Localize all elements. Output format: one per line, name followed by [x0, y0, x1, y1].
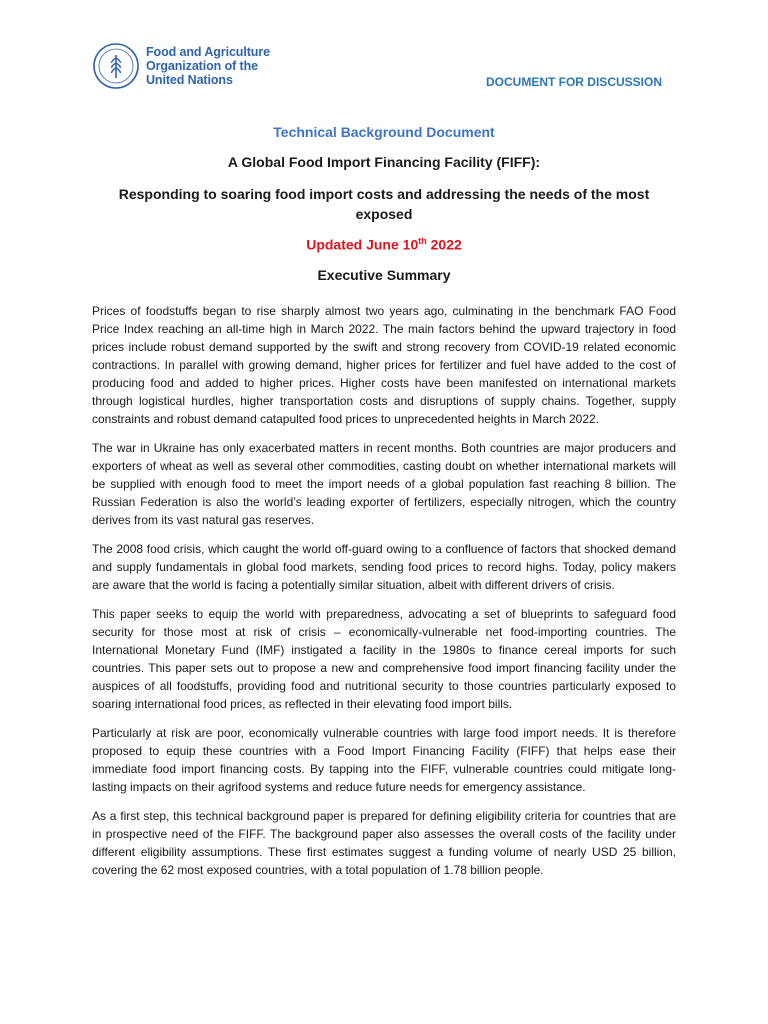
fao-emblem-icon: [92, 42, 140, 90]
org-name-line-1: Food and Agriculture: [146, 45, 270, 59]
title-block: [92, 124, 676, 283]
organization-name: [146, 45, 270, 87]
document-subtitle: Responding to soaring food import costs and addressing the needs of the most exposed: [118, 186, 650, 222]
paragraph: This paper seeks to equip the world with preparedness, advocating a set of blueprints to safeguard food security for those most at risk of crisis – economically-vulnerable net food-importing countries. The International Monetary Fund (IMF) instigated a facility in the 1980s to finance cereal imports for such countries. This paper sets out to propose a new and comprehensive food import financing facility under the auspices of all foodstuffs, providing food and nutritional security to those countries particularly exposed to soaring international food prices, as reflected in their elevating food import bills.: [92, 607, 676, 711]
executive-summary-body: [92, 302, 676, 890]
paragraph: As a first step, this technical background paper is prepared for defining eligibility criteria for countries that are in prospective need of the FIFF. The background paper also assesses the overall costs of the facility under different eligibility assumptions. These first estimates suggest a funding volume of nearly USD 25 billion, covering the 62 most exposed countries, with a total population of 1.78 billion people.: [92, 809, 676, 877]
executive-summary-heading: Executive Summary: [317, 266, 451, 283]
paragraph: The 2008 food crisis, which caught the world off-guard owing to a confluence of factors that shocked demand and supply fundamentals in global food markets, sending food prices to record highs. Today, policy makers are aware that the world is facing a potentially similar situation, albeit with different drivers of crisis.: [92, 542, 676, 592]
updated-date-ordinal: th: [418, 236, 427, 246]
paragraph: Particularly at risk are poor, economically vulnerable countries with large food import needs. It is therefore proposed to equip these countries with a Food Import Financing Facility (FIFF) that helps ease their immediate food import financing costs. By tapping into the FIFF, vulnerable countries could mitigate long-lasting impacts on their agrifood systems and reduce future needs for emergency assistance.: [92, 726, 676, 794]
org-name-line-2: Organization of the: [146, 59, 258, 73]
updated-date-year: 2022: [426, 236, 462, 253]
updated-date: [92, 236, 676, 253]
org-name-line-3: United Nations: [146, 73, 233, 87]
updated-date-prefix: Updated June 10: [306, 236, 419, 253]
paragraph: Prices of foodstuffs began to rise sharply almost two years ago, culminating in the benchmark FAO Food Price Index reaching an all-time high in March 2022. The main factors behind the upward trajectory in food prices include robust demand supported by the swift and strong recovery from COVID-19 related economic contractions. In parallel with growing demand, higher prices for fertilizer and fuel have added to the cost of producing food and added to higher prices. Higher costs have been manifested on international markets through logistical hurdles, higher transportation costs and disruptions of supply chains. Together, supply constraints and robust demand catapulted food prices to unprecedented heights in March 2022.: [92, 304, 676, 426]
document-main-title: A Global Food Import Financing Facility (FIFF):: [227, 154, 541, 170]
technical-background-heading: Technical Background Document: [273, 124, 495, 140]
paragraph: The war in Ukraine has only exacerbated matters in recent months. Both countries are major producers and exporters of wheat as well as several other commodities, casting doubt on whether international markets will be supplied with enough food to meet the import needs of a global population fast reaching 8 billion. The Russian Federation is also the world’s leading exporter of fertilizers, especially nitrogen, which the country derives from its vast natural gas reserves.: [92, 441, 676, 527]
document-type-label: DOCUMENT FOR DISCUSSION: [485, 75, 662, 89]
